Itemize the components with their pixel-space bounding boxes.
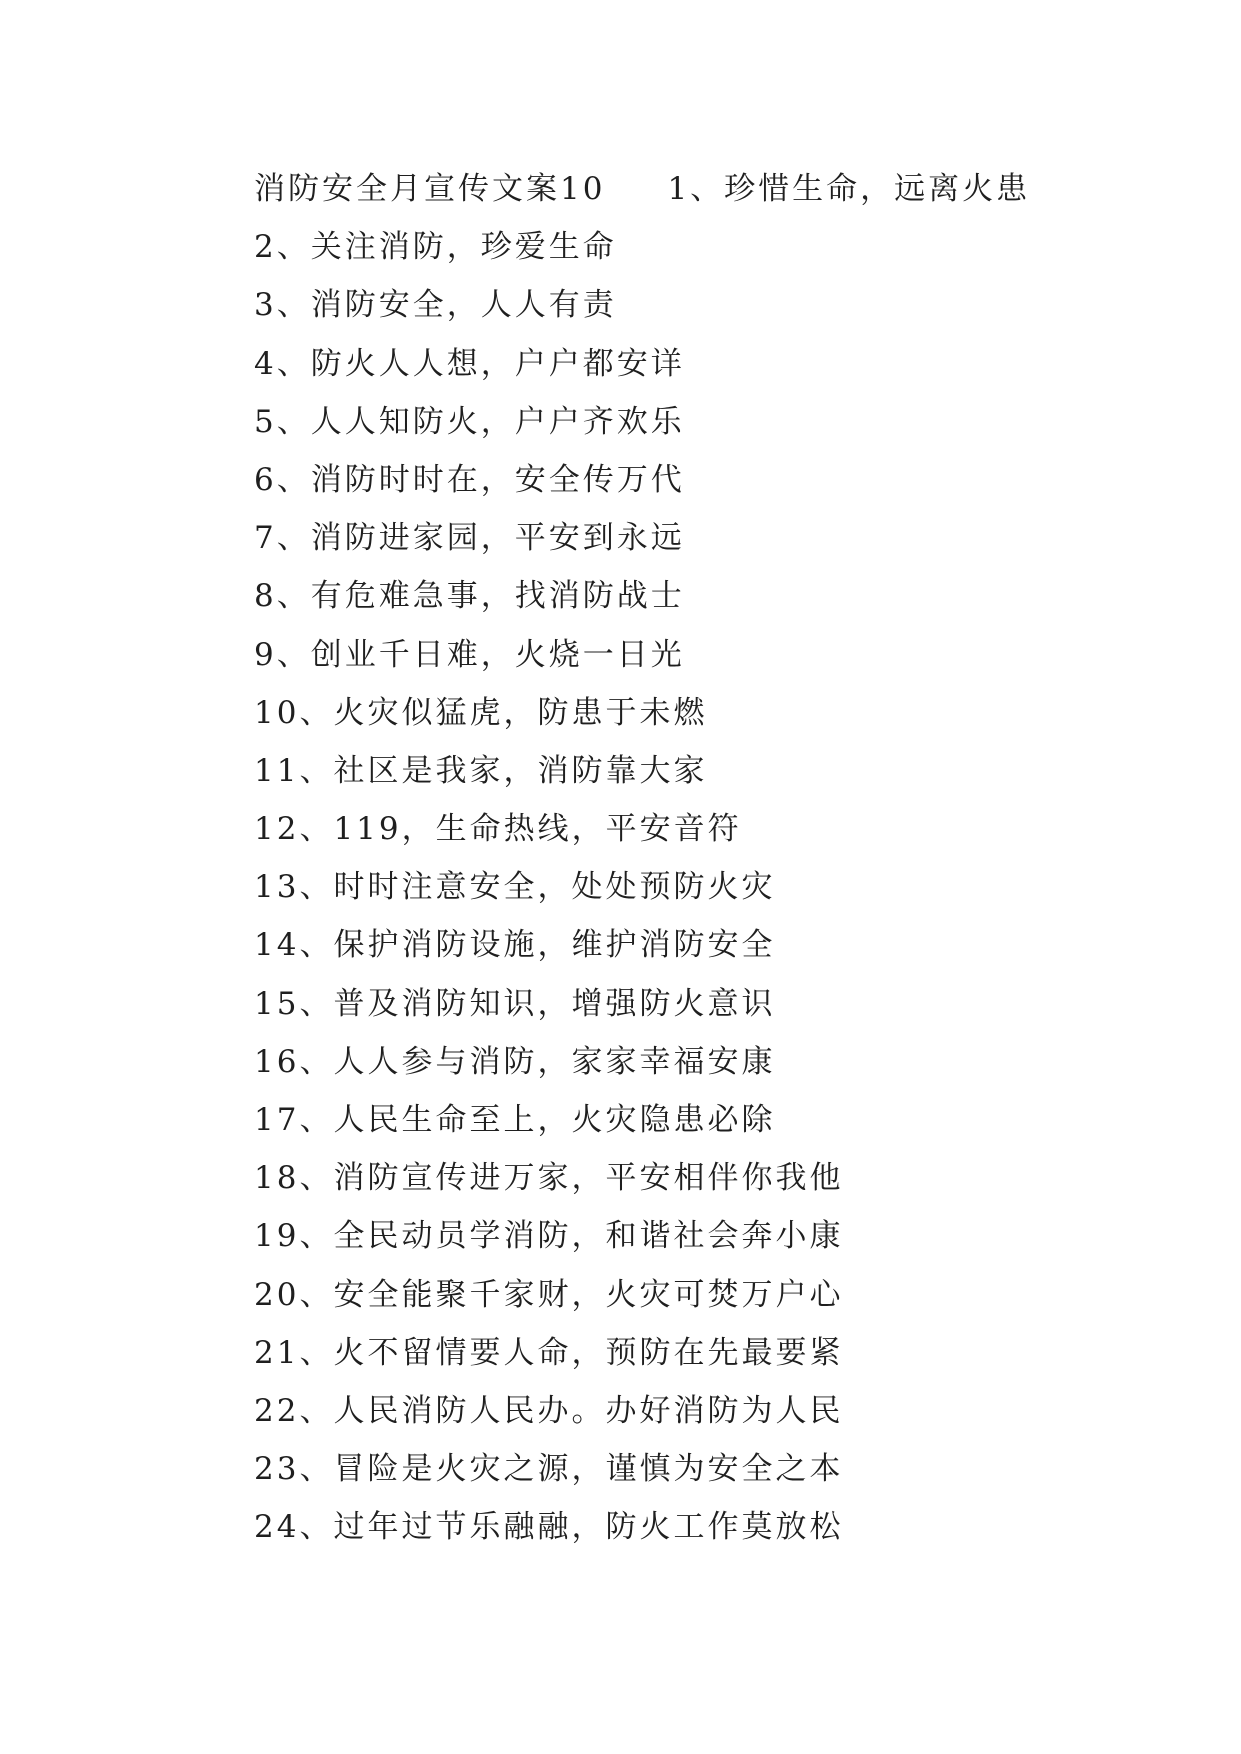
list-item: 12、119，生命热线，平安音符 xyxy=(254,811,742,848)
list-item: 6、消防时时在，安全传万代 xyxy=(254,461,685,498)
list-item: 2、关注消防，珍爱生命 xyxy=(254,229,617,266)
list-item: 9、创业千日难，火烧一日光 xyxy=(254,636,685,673)
list-item: 11、社区是我家，消防靠大家 xyxy=(254,752,708,789)
list-item: 24、过年过节乐融融，防火工作莫放松 xyxy=(254,1509,844,1546)
document-title: 消防安全月宣传文案10 xyxy=(254,171,606,207)
list-item: 3、消防安全，人人有责 xyxy=(254,287,617,324)
list-item: 4、防火人人想，户户都安详 xyxy=(254,345,685,382)
list-item: 21、火不留情要人命，预防在先最要紧 xyxy=(254,1334,844,1371)
list-item: 17、人民生命至上，火灾隐患必除 xyxy=(254,1102,776,1138)
list-item: 19、全民动员学消防，和谐社会奔小康 xyxy=(254,1218,844,1255)
list-item: 13、时时注意安全，处处预防火灾 xyxy=(254,869,776,906)
list-item: 8、有危难急事，找消防战士 xyxy=(254,578,685,615)
list-item: 5、人人知防火，户户齐欢乐 xyxy=(254,403,685,440)
document-body xyxy=(254,160,1154,1557)
list-item: 22、人民消防人民办。办好消防为人民 xyxy=(254,1392,844,1429)
list-item: 15、普及消防知识，增强防火意识 xyxy=(254,985,776,1022)
list-item: 18、消防宣传进万家，平安相伴你我他 xyxy=(254,1160,844,1197)
list-item: 20、安全能聚千家财，火灾可焚万户心 xyxy=(254,1276,844,1313)
list-item: 7、消防进家园，平安到永远 xyxy=(254,520,685,557)
list-item: 23、冒险是火灾之源，谨慎为安全之本 xyxy=(254,1451,844,1488)
list-item: 16、人人参与消防，家家幸福安康 xyxy=(254,1043,776,1080)
title-line xyxy=(254,160,1154,218)
list-item: 14、保护消防设施，维护消防安全 xyxy=(254,927,776,964)
list-item: 1、珍惜生命，远离火患 xyxy=(667,171,1031,207)
list-item: 10、火灾似猛虎，防患于未燃 xyxy=(254,694,708,731)
